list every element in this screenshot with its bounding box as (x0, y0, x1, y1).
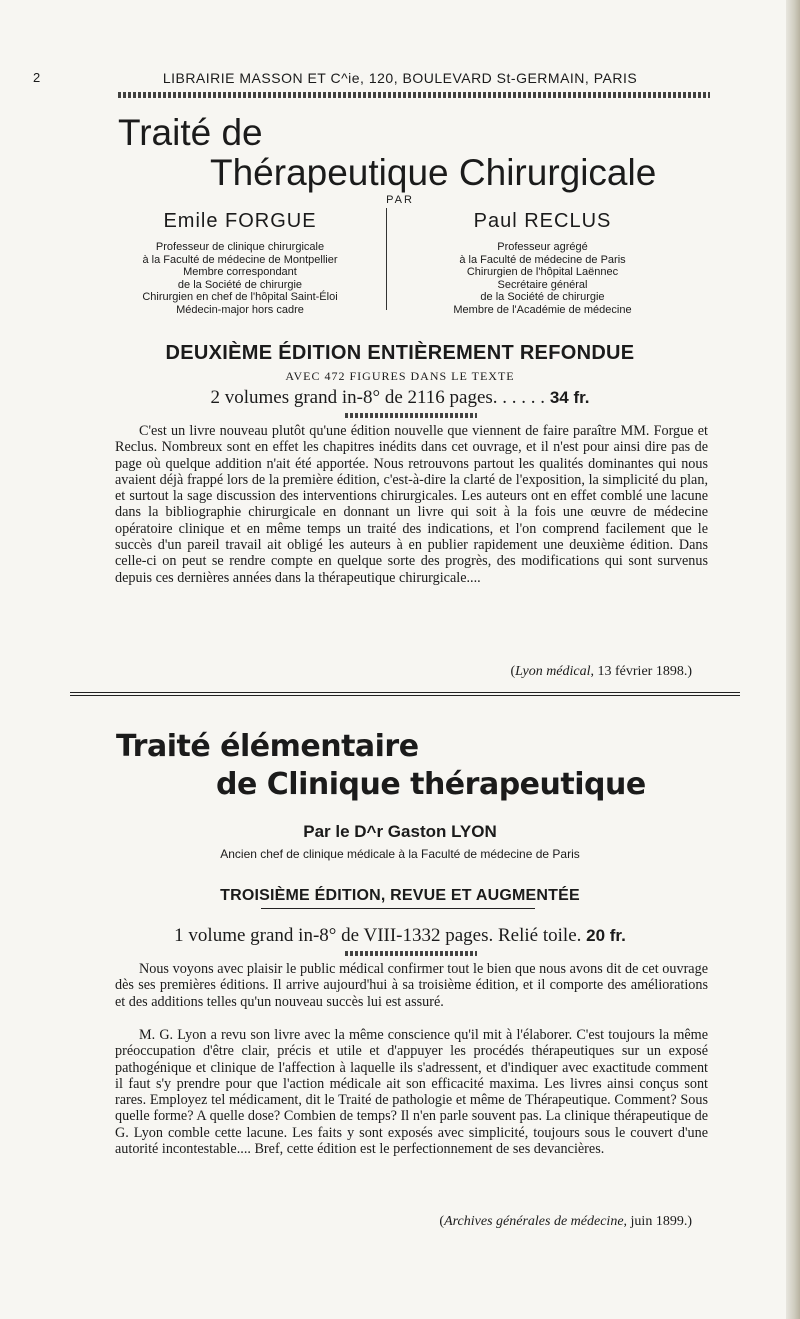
book2-byline: Par le D^r Gaston LYON (303, 822, 497, 841)
source-journal: Archives générales de médecine (444, 1214, 624, 1229)
book1-price: 34 fr. (549, 388, 590, 407)
author-reclus (400, 210, 685, 316)
author-name: Paul RECLUS (473, 210, 612, 232)
book2-review-p1: Nous voyons avec plaisir le public médical confirmer tout le bien que nous avons dit de cet ouvrage dès ses premières éditions. Il arrive aujourd'hui à sa troisième édition, et il comporte des améliorations et des additions telles qu'un nouveau succès lui est assuré. (115, 961, 708, 1010)
wavy-rule (118, 92, 710, 98)
author-forgue (105, 210, 375, 316)
book1-figures: AVEC 472 FIGURES DANS LE TEXTE (285, 369, 515, 383)
divider-rule (70, 692, 740, 693)
author-title: Médecin-major hors cadre (176, 303, 304, 316)
book2-price-line (0, 925, 800, 947)
book1-review: C'est un livre nouveau plutôt qu'une édition nouvelle que viennent de faire paraître MM. Forgue et Reclus. Nombreux sont en effet les chapitres inédits dans cet ouvrage, et il n'est pour ainsi dire pas de page où quelque addition n'ait été apportée. Nous retrouvons partout les qualités dominantes qui nous avaient déjà frappé lors de la première édition, c'est-à-dire la clarté de l'exposition, la simplicité du plan, et surtout la sage discussion des interventions chirurgicales. Les auteurs ont en effet comblé une lacune dans la bibliographie chirurgicale en donnant un livre qui soit à la fois une œuvre de médecine opératoire clinique et en même temps un traité des indications, et l'on comprend facilement que le succès d'un pareil travail ait obligé les auteurs à en publier rapidement une deuxième édition. Dans celle-ci on peut se rendre compte en quelque sorte des progrès, des modifications qui sont survenus depuis ces dernières années dans la thérapeutique chirurgicale.... (115, 423, 708, 586)
book1-title-line1: Traité de (118, 112, 263, 153)
author-title: à la Faculté de médecine de Paris (459, 253, 626, 266)
source-date: , juin 1899. (623, 1214, 688, 1229)
author-title: Chirurgien de l'hôpital Laënnec (466, 266, 619, 278)
book1-price-line (0, 387, 800, 409)
author-title: Membre correspondant (183, 266, 297, 278)
source-date: , 13 février 1898. (590, 664, 688, 679)
book2-edition: TROISIÈME ÉDITION, REVUE ET AUGMENTÉE (220, 887, 580, 904)
author-name: Emile FORGUE (163, 210, 317, 232)
book1-volumes: 2 volumes grand in-8° de 2116 pages. . . . . . (210, 387, 546, 408)
book2-title-line2: de Clinique thérapeutique (216, 767, 646, 802)
book2-review-source: (Archives générales de médecine, juin 1899.) (439, 1214, 692, 1229)
divider-rule (70, 695, 740, 696)
book2-review-p2: M. G. Lyon a revu son livre avec la même conscience qu'il mit à l'élaborer. C'est toujours la même préoccupation d'être clair, précis et utile et d'appuyer les procédés thérapeutiques sur un exposé pathogénique et clinique de l'affection à laquelle ils s'adressent, et d'indiquer avec exactitude comment il faut s'y prendre pour que l'action médicale ait son efficacité maxima. Les livres ainsi conçus sont rares. Employez tel médicament, dit le Traité de pathologie et même de Thérapeutique. Comment? Sous quelle forme? A quelle dose? Combien de temps? Il n'en parle souvent pas. La clinique thérapeutique de G. Lyon comble cette lacune. Les faits y sont exposés avec simplicité, toujours sous le couvert d'une autorité incontestable.... Bref, cette édition est le perfectionnement de ses devancières. (115, 1027, 708, 1158)
book1-title-line2: Thérapeutique Chirurgicale (210, 152, 657, 193)
author-title: Professeur de clinique chirurgicale (155, 241, 325, 253)
book2-volumes: 1 volume grand in-8° de VIII-1332 pages. Relié toile. (174, 925, 582, 946)
author-title: à la Faculté de médecine de Montpellier (142, 253, 338, 266)
author-title: Chirurgien en chef de l'hôpital Saint-Éloi (142, 291, 338, 303)
book2-affiliation: Ancien chef de clinique médicale à la Faculté de médecine de Paris (220, 847, 580, 861)
book1-edition: DEUXIÈME ÉDITION ENTIÈREMENT REFONDUE (165, 342, 635, 364)
running-head-text: LIBRAIRIE MASSON ET C^ie, 120, BOULEVARD St-GERMAIN, PARIS (162, 70, 638, 86)
column-divider (386, 208, 387, 310)
author-title: Professeur agrégé (497, 241, 588, 253)
edition-underline (261, 908, 535, 909)
wavy-rule (345, 951, 477, 956)
author-title: de la Société de chirurgie (177, 278, 303, 291)
wavy-rule (345, 413, 477, 418)
par-label: PAR (386, 194, 414, 206)
page-number: 2 (33, 70, 41, 85)
book2-title-line1: Traité élémentaire (116, 729, 419, 764)
book1-review-source: (Lyon médical, 13 février 1898.) (510, 664, 692, 679)
author-title: Membre de l'Académie de médecine (453, 303, 632, 316)
running-head (0, 70, 800, 86)
author-title: de la Société de chirurgie (480, 291, 605, 303)
author-title: Secrétaire général (497, 278, 588, 291)
book2-price: 20 fr. (586, 926, 626, 945)
source-journal: Lyon médical (515, 664, 591, 679)
